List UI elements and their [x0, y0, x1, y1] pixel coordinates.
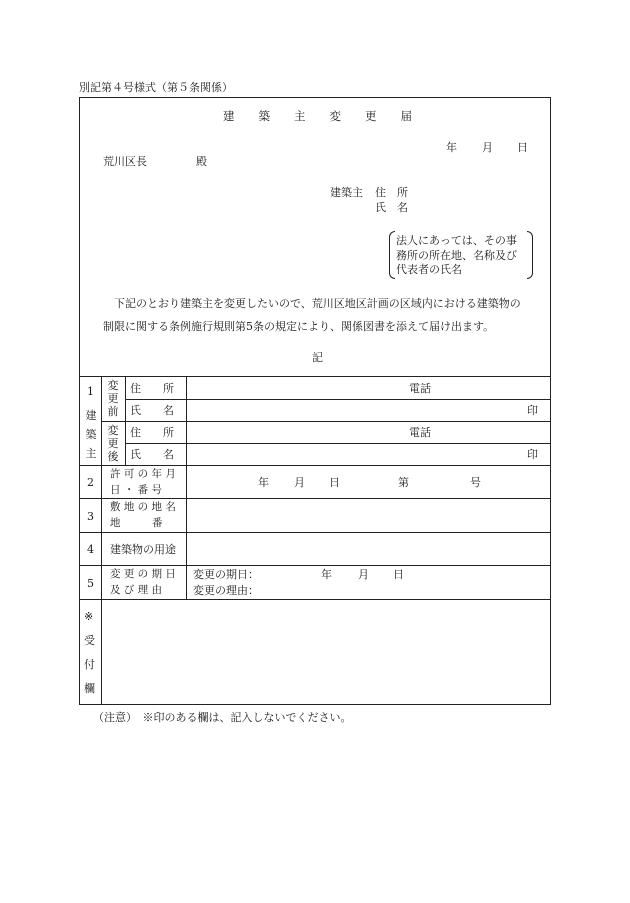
row-divider-2: [79, 465, 551, 466]
row1-after-phone-label: 電話: [409, 426, 431, 439]
col-divider-num: [101, 376, 102, 705]
corporate-note: 法人にあっては、その事 務所の所在地、名称及び 代表者の氏名: [396, 234, 517, 276]
body-text-line2: 制限に関する条例施行規則第5条の規定により、関係図書を添えて届け出ます。: [103, 320, 495, 333]
submission-date-month: 月: [482, 141, 493, 154]
row1-group-label: 建築主: [85, 409, 97, 460]
row5-label-line2: 及 び 理 由: [110, 584, 163, 596]
receipt-char-2: 付: [84, 658, 95, 671]
col-divider-label: [186, 376, 187, 599]
corporate-note-bracket: [389, 231, 533, 279]
row1-before-label: 変更前: [107, 379, 119, 418]
col-divider-before-after: [125, 376, 126, 465]
form-title: 建 築 主 変 更 届: [223, 109, 412, 123]
row5-day: 日: [393, 568, 404, 581]
row4-label: 建築物の用途: [110, 543, 176, 556]
row1-before-address-label: 住 所: [130, 382, 174, 395]
row2-month: 月: [294, 476, 305, 489]
row1-divider-b: [101, 421, 551, 422]
row1-after-label: 変更後: [107, 424, 119, 463]
row1-before-seal-label: 印: [527, 404, 538, 417]
footer-note: （注意） ※印のある欄は、記入しないでください。: [93, 711, 352, 724]
submission-date-day: 日: [517, 141, 528, 154]
applicant-address-label: 住 所: [375, 186, 408, 199]
row-divider-3: [79, 498, 551, 499]
row3-label-line2: 地 番: [110, 517, 163, 529]
row1-before-phone-label: 電話: [409, 382, 431, 395]
row2-dai: 第: [398, 476, 409, 489]
row5-reason-label: 変更の理由：: [193, 584, 259, 597]
applicant-role: 建築主: [330, 186, 363, 199]
table-top-border: [79, 376, 551, 377]
ki-heading: 記: [312, 351, 323, 364]
form-frame: [79, 97, 551, 705]
row2-year: 年: [258, 476, 269, 489]
receipt-mark: ※: [84, 610, 94, 623]
row2-day: 日: [329, 476, 340, 489]
receipt-char-3: 欄: [84, 682, 95, 695]
row3-number: 3: [87, 510, 94, 523]
row2-label-line1: 許 可 の 年 月: [110, 468, 176, 480]
body-text-line1: 下記のとおり建築主を変更したいので、荒川区地区計画の区域内における建築物の: [114, 297, 521, 310]
applicant-name-label: 氏 名: [375, 201, 408, 214]
row5-label-line1: 変 更 の 期 日: [110, 568, 176, 580]
row4-number: 4: [87, 543, 94, 556]
row-divider-4: [79, 532, 551, 533]
row-divider-5: [79, 565, 551, 566]
row1-divider-a: [125, 399, 551, 400]
form-number-label: 別記第４号様式（第５条関係）: [79, 81, 233, 94]
row-divider-6: [79, 599, 551, 600]
row1-number: 1: [87, 385, 94, 398]
submission-date-year: 年: [446, 141, 457, 154]
row1-after-seal-label: 印: [527, 448, 538, 461]
addressee: 荒川区長: [103, 155, 147, 168]
row5-date-label: 変更の期日：: [193, 568, 259, 581]
row5-number: 5: [87, 577, 94, 590]
row1-after-name-label: 氏 名: [130, 448, 174, 461]
row1-before-name-label: 氏 名: [130, 404, 174, 417]
row3-label-line1: 敷 地 の 地 名: [110, 501, 176, 513]
row2-label-line2: 日 ・ 番 号: [110, 484, 163, 496]
row1-after-address-label: 住 所: [130, 426, 174, 439]
row5-month: 月: [358, 568, 369, 581]
row5-year: 年: [321, 568, 332, 581]
row2-go: 号: [470, 476, 481, 489]
honorific: 殿: [196, 155, 207, 168]
receipt-char-1: 受: [84, 634, 95, 647]
row2-number: 2: [87, 476, 94, 489]
row1-divider-c: [125, 443, 551, 444]
